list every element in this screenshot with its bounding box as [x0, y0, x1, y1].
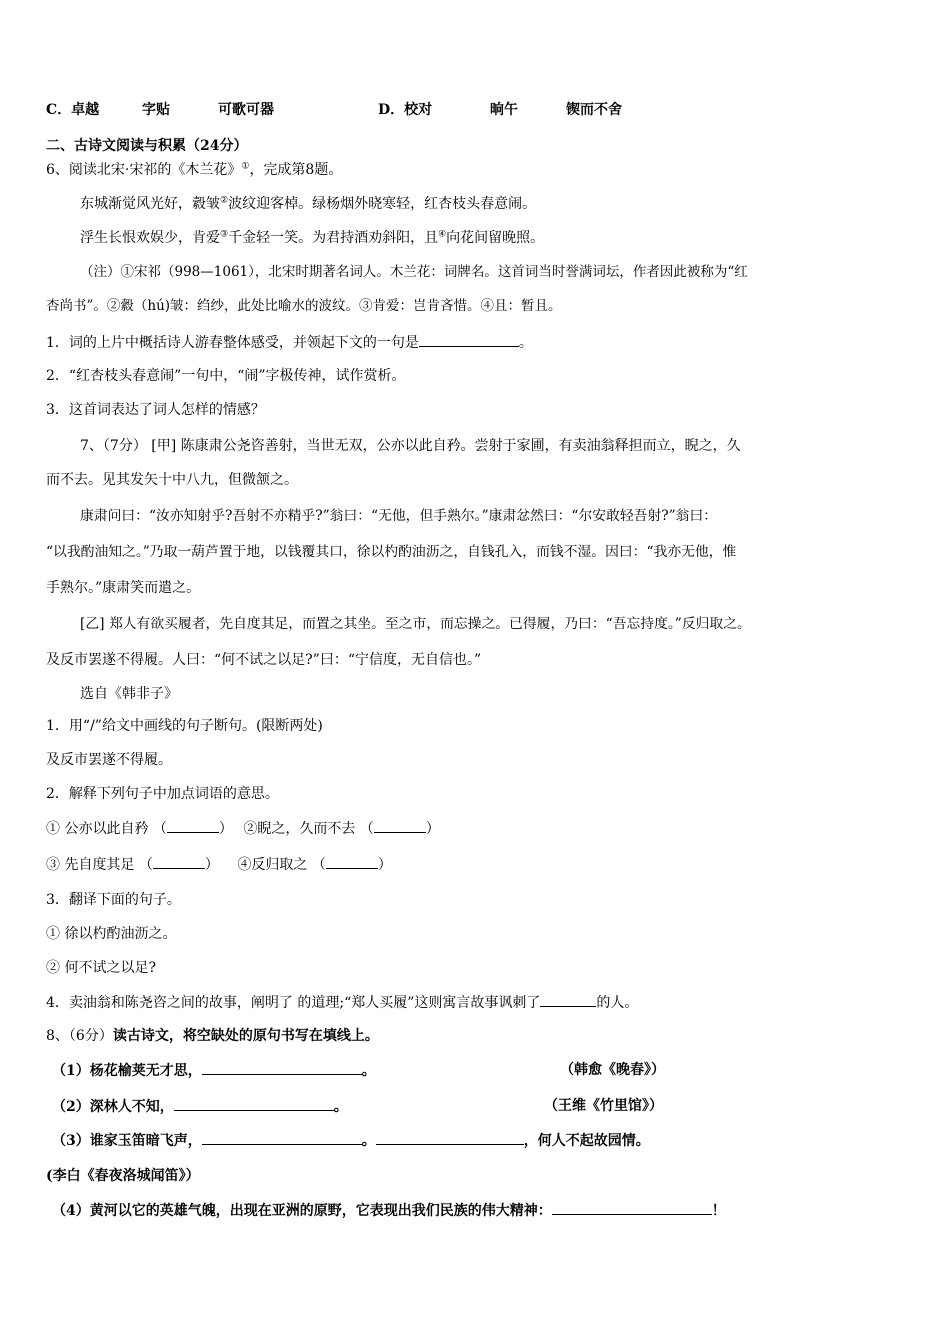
q8-line-2-source: （王维《竹里馆》） [544, 1098, 663, 1114]
q7-sub-3-item-1: ① 徐以杓酌油沥之。 [46, 926, 177, 942]
q7-sub-2-row-2 [46, 854, 392, 875]
footnote-mark: ② [220, 195, 229, 206]
q7-sub-1-sentence: 及反市罢遂不得履。 [46, 752, 172, 768]
q7-sub-2-row-1 [46, 818, 440, 839]
footnote-mark: ① [241, 161, 250, 172]
q8-line-4-end: ！ [711, 1203, 726, 1219]
q8-line-3-end: ，何人不起故园情。 [523, 1133, 650, 1149]
option-row-c-d [0, 100, 950, 120]
q8-line-4 [52, 1200, 726, 1221]
q8-line-1-text: （1）杨花榆荚无才思， [52, 1063, 202, 1079]
option-c-word-3: 可歌可器 [218, 102, 274, 118]
poem-line-1-a: 东城渐觉风光好，縠皱 [80, 196, 220, 212]
answer-blank[interactable] [326, 854, 378, 869]
answer-blank[interactable] [552, 1200, 712, 1215]
poem-line-2-a: 浮生长恨欢娱少，肯爱 [80, 230, 220, 246]
option-d-label: D．校对 [378, 102, 433, 118]
q8-line-3 [52, 1130, 650, 1151]
q7-sub-2-item-4: ④反归取之 （ [237, 857, 326, 873]
q7-sub-2-item-1: ① 公亦以此自矜 （ [46, 821, 167, 837]
q6-sub-1-text: 1．词的上片中概括诗人游春整体感受，并领起下文的一句是 [46, 335, 419, 351]
q6-sub-1 [46, 332, 533, 353]
answer-blank[interactable] [167, 818, 219, 833]
q8-intro-score: 8、（6分） [46, 1028, 113, 1044]
answer-blank[interactable] [202, 1130, 362, 1145]
q7-sub-4-text: 4．卖油翁和陈尧咨之间的故事，阐明了 的道理;“郑人买履”这则寓言故事讽刺了 [46, 995, 541, 1011]
q7-para-3-line-1: [乙] 郑人有欲买履者，先自度其足，而置之其坐。至之市，而忘操之。已得履，乃曰：“吾忘持度。”反归取之。 [80, 616, 751, 632]
q6-note-line-1: （注）①宋祁（998—1061），北宋时期著名词人。木兰花：词牌名。这首词当时誉满词坛，作者因此被称为“红 [80, 264, 748, 280]
q8-line-3-text: （3）谁家玉笛暗飞声， [52, 1133, 202, 1149]
poem-line-2-b: 千金轻一笑。为君持酒劝斜阳，且 [228, 230, 439, 246]
q8-intro [46, 1026, 379, 1046]
q7-para-2-line-3: 手熟尔。”康肃笑而遣之。 [46, 580, 201, 596]
q7-para-1-line-1: 7、（7分） [甲] 陈康肃公尧咨善射，当世无双，公亦以此自矜。尝射于家圃，有卖油翁释担而立，睨之，久 [80, 438, 741, 454]
q8-line-1 [52, 1060, 932, 1081]
q7-para-3-line-2: 及反市罢遂不得履。人曰：“何不试之以足?”曰：“宁信度，无自信也。” [46, 652, 482, 668]
q6-intro-text: 6、阅读北宋·宋祁的《木兰花》 [46, 162, 242, 178]
answer-blank[interactable] [540, 992, 596, 1007]
q8-line-2 [52, 1096, 932, 1117]
q6-sub-2: 2．“红杏枝头春意闹”一句中，“闹”字极传神，试作赏析。 [46, 368, 406, 384]
q7-sub-3: 3．翻译下面的句子。 [46, 892, 181, 908]
q8-line-2-text: （2）深林人不知， [52, 1099, 174, 1115]
footnote-mark: ③ [220, 229, 229, 240]
paren-close: ） [218, 821, 233, 837]
q6-sub-1-end: 。 [518, 335, 533, 351]
option-c-label: C．卓越 [46, 102, 100, 118]
q7-sub-4-end: 的人。 [596, 995, 639, 1011]
q6-sub-3: 3．这首词表达了词人怎样的情感？ [46, 402, 265, 418]
poem-line-1 [80, 194, 536, 214]
q8-line-1-end: 。 [361, 1063, 376, 1079]
q7-sub-2-item-2: ②睨之，久而不去 （ [243, 821, 374, 837]
poem-line-2 [80, 228, 544, 248]
poem-line-1-b: 波纹迎客棹。绿杨烟外晓寒轻，红杏枝头春意闹。 [228, 196, 537, 212]
q8-line-4-text: （4）黄河以它的英雄气魄，出现在亚洲的原野，它表现出我们民族的伟大精神： [52, 1203, 552, 1219]
footnote-mark: ④ [438, 229, 447, 240]
q6-note-line-2: 杏尚书”。②縠（hú)皱：绉纱，此处比喻水的波纹。③肯爱：岂肯吝惜。④且：暂且。 [46, 298, 562, 314]
q7-source: 选自《韩非子》 [80, 686, 178, 702]
answer-blank[interactable] [153, 854, 205, 869]
answer-blank[interactable] [202, 1060, 362, 1075]
q7-sub-4 [46, 992, 638, 1013]
q7-para-2-line-1: 康肃问曰：“汝亦知射乎?吾射不亦精乎?”翁曰：“无他，但手熟尔。”康肃忿然曰：“尔安敢轻吾射?”翁曰： [80, 508, 718, 524]
section-heading: 二、古诗文阅读与积累（24分） [46, 138, 248, 154]
q7-para-1-line-2: 而不去。见其发矢十中八九，但微颔之。 [46, 472, 298, 488]
q6-intro-text-end: ，完成第8题。 [249, 162, 343, 178]
q7-sub-2-item-3: ③ 先自度其足 （ [46, 857, 153, 873]
option-c-word-2: 字贴 [142, 102, 170, 118]
q8-line-2-end: 。 [333, 1099, 348, 1115]
option-d-word-2: 晌午 [490, 102, 518, 118]
q8-line-3-source: (李白《春夜洛城闻笛》） [46, 1168, 200, 1184]
answer-blank[interactable] [419, 332, 519, 347]
q7-sub-1: 1．用“/”给文中画线的句子断句。(限断两处) [46, 718, 323, 734]
paren-close: ） [377, 857, 392, 873]
q6-intro [46, 160, 342, 180]
paren-close: ） [204, 857, 219, 873]
answer-blank[interactable] [174, 1096, 334, 1111]
option-d-word-3: 锲而不舍 [566, 102, 622, 118]
q8-line-1-source: （韩愈《晚春》） [560, 1062, 665, 1078]
q8-intro-text: 读古诗文，将空缺处的原句书写在填线上。 [112, 1028, 379, 1044]
q7-sub-2: 2．解释下列句子中加点词语的意思。 [46, 786, 279, 802]
q7-sub-3-item-2: ② 何不试之以足? [46, 960, 156, 976]
poem-line-2-c: 向花间留晚照。 [446, 230, 545, 246]
paren-close: ） [425, 821, 440, 837]
answer-blank[interactable] [374, 818, 426, 833]
answer-blank[interactable] [376, 1130, 524, 1145]
q8-line-3-mid: 。 [361, 1133, 376, 1149]
q7-para-2-line-2: “以我酌油知之。”乃取一葫芦置于地，以钱覆其口，徐以杓酌油沥之，自钱孔入，而钱不湿。因曰：“我亦无他，惟 [46, 544, 737, 560]
